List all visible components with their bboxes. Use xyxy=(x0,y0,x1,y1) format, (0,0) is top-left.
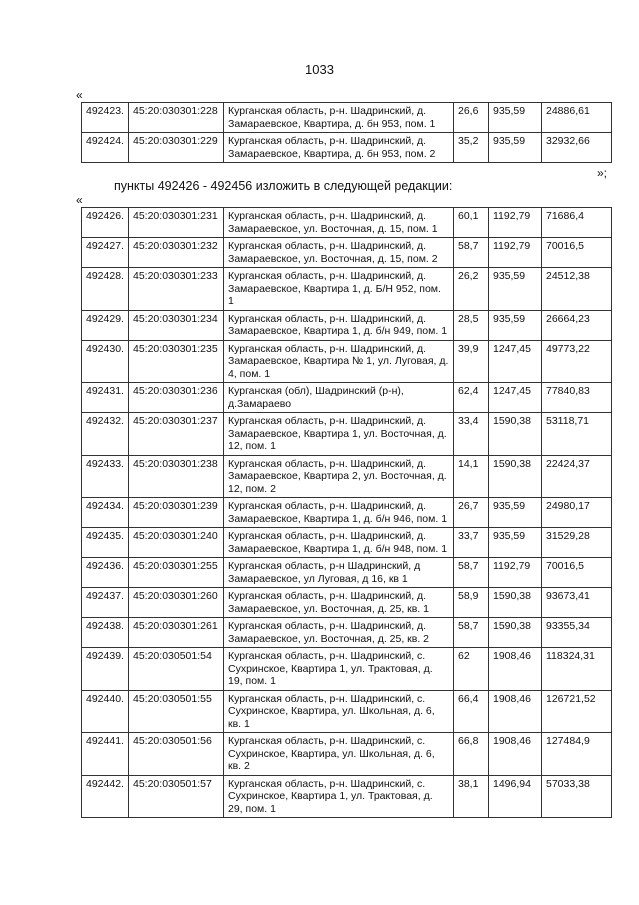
area-cell: 26,7 xyxy=(454,498,489,528)
cadastral-price-cell: 1496,94 xyxy=(489,775,542,818)
item-number-cell: 492423. xyxy=(82,103,129,133)
area-cell: 66,8 xyxy=(454,733,489,776)
item-number-cell: 492433. xyxy=(82,455,129,498)
area-cell: 28,5 xyxy=(454,310,489,340)
table-row xyxy=(82,588,612,618)
area-cell: 39,9 xyxy=(454,340,489,383)
cadastral-value-cell: 71686,4 xyxy=(542,208,612,238)
item-number-cell: 492441. xyxy=(82,733,129,776)
cadastral-number-cell: 45:20:030301:261 xyxy=(129,618,224,648)
cadastral-number-cell: 45:20:030301:231 xyxy=(129,208,224,238)
cadastral-value-cell: 22424,37 xyxy=(542,455,612,498)
cadastral-number-cell: 45:20:030301:236 xyxy=(129,383,224,413)
address-cell: Курганская область, р-н. Шадринский, д. Замараевское, ул. Восточная, д. 15, пом. 2 xyxy=(224,238,454,268)
item-number-cell: 492424. xyxy=(82,133,129,163)
cadastral-price-cell: 1590,38 xyxy=(489,413,542,456)
cadastral-number-cell: 45:20:030301:239 xyxy=(129,498,224,528)
area-cell: 60,1 xyxy=(454,208,489,238)
cadastral-number-cell: 45:20:030301:238 xyxy=(129,455,224,498)
cadastral-price-cell: 1908,46 xyxy=(489,648,542,691)
cadastral-number-cell: 45:20:030301:234 xyxy=(129,310,224,340)
cadastral-value-cell: 26664,23 xyxy=(542,310,612,340)
cadastral-number-cell: 45:20:030301:235 xyxy=(129,340,224,383)
item-number-cell: 492427. xyxy=(82,238,129,268)
address-cell: Курганская область, р-н. Шадринский, д. Замараевское, Квартира, д. бн 953, пом. 1 xyxy=(224,103,454,133)
cadastral-value-cell: 70016,5 xyxy=(542,558,612,588)
cadastral-price-cell: 1908,46 xyxy=(489,733,542,776)
cadastral-price-cell: 935,59 xyxy=(489,268,542,311)
cadastral-price-cell: 935,59 xyxy=(489,133,542,163)
cadastral-value-cell: 24886,61 xyxy=(542,103,612,133)
address-cell: Курганская область, р-н. Шадринский, с. Сухринское, Квартира 1, ул. Трактовая, д. 29, пом. 1 xyxy=(224,775,454,818)
cadastral-number-cell: 45:20:030501:57 xyxy=(129,775,224,818)
area-cell: 38,1 xyxy=(454,775,489,818)
cadastral-price-cell: 1590,38 xyxy=(489,588,542,618)
address-cell: Курганская область, р-н. Шадринский, д. Замараевское, Квартира, д. бн 953, пом. 2 xyxy=(224,133,454,163)
address-cell: Курганская область, р-н. Шадринский, с. Сухринское, Квартира, ул. Школьная, д. 6, кв. 1 xyxy=(224,690,454,733)
cadastral-number-cell: 45:20:030301:228 xyxy=(129,103,224,133)
cadastral-number-cell: 45:20:030301:233 xyxy=(129,268,224,311)
table-row xyxy=(82,133,612,163)
address-cell: Курганская область, р-н. Шадринский, д. Замараевское, ул. Восточная, д. 15, пом. 1 xyxy=(224,208,454,238)
item-number-cell: 492437. xyxy=(82,588,129,618)
cadastral-value-cell: 93673,41 xyxy=(542,588,612,618)
closing-quote: »; xyxy=(597,166,608,180)
address-cell: Курганская область, р-н. Шадринский, д. Замараевское, Квартира 1, д. б/н 948, пом. 1 xyxy=(224,528,454,558)
area-cell: 58,7 xyxy=(454,238,489,268)
address-cell: Курганская область, р-н. Шадринский, д. Замараевское, ул. Восточная, д. 25, кв. 1 xyxy=(224,588,454,618)
address-cell: Курганская область, р-н. Шадринский, с. Сухринское, Квартира 1, ул. Трактовая, д. 19, пом. 1 xyxy=(224,648,454,691)
area-cell: 58,7 xyxy=(454,558,489,588)
table-row xyxy=(82,340,612,383)
table-row xyxy=(82,383,612,413)
cadastral-number-cell: 45:20:030301:232 xyxy=(129,238,224,268)
table-row xyxy=(82,208,612,238)
table-row xyxy=(82,498,612,528)
cadastral-price-cell: 1247,45 xyxy=(489,340,542,383)
table-row xyxy=(82,455,612,498)
address-cell: Курганская область, р-н. Шадринский, д. Замараевское, Квартира 1, ул. Восточная, д. 12, пом. 1 xyxy=(224,413,454,456)
area-cell: 66,4 xyxy=(454,690,489,733)
cadastral-number-cell: 45:20:030301:237 xyxy=(129,413,224,456)
area-cell: 58,9 xyxy=(454,588,489,618)
opening-quote: « xyxy=(76,88,83,102)
cadastral-number-cell: 45:20:030501:56 xyxy=(129,733,224,776)
address-cell: Курганская область, р-н. Шадринский, д. Замараевское, Квартира 2, ул. Восточная, д. 12, пом. 2 xyxy=(224,455,454,498)
cadastral-price-cell: 1590,38 xyxy=(489,455,542,498)
cadastral-price-cell: 1590,38 xyxy=(489,618,542,648)
item-number-cell: 492439. xyxy=(82,648,129,691)
area-cell: 62 xyxy=(454,648,489,691)
cadastral-value-cell: 32932,66 xyxy=(542,133,612,163)
cadastral-number-cell: 45:20:030501:55 xyxy=(129,690,224,733)
cadastral-value-cell: 77840,83 xyxy=(542,383,612,413)
cadastral-value-cell: 24512,38 xyxy=(542,268,612,311)
cadastral-number-cell: 45:20:030301:260 xyxy=(129,588,224,618)
table-row xyxy=(82,268,612,311)
table-row xyxy=(82,238,612,268)
cadastral-value-cell: 53118,71 xyxy=(542,413,612,456)
area-cell: 26,6 xyxy=(454,103,489,133)
area-cell: 62,4 xyxy=(454,383,489,413)
table-row xyxy=(82,775,612,818)
cadastral-value-cell: 70016,5 xyxy=(542,238,612,268)
address-cell: Курганская (обл), Шадринский (р-н), д.Замараево xyxy=(224,383,454,413)
table-row xyxy=(82,413,612,456)
area-cell: 14,1 xyxy=(454,455,489,498)
property-table-amended xyxy=(81,207,612,818)
item-number-cell: 492430. xyxy=(82,340,129,383)
address-cell: Курганская область, р-н. Шадринский, д. Замараевское, Квартира 1, д. б/н 949, пом. 1 xyxy=(224,310,454,340)
table-row xyxy=(82,103,612,133)
amendment-intro: пункты 492426 - 492456 изложить в следующей редакции: xyxy=(114,179,453,193)
area-cell: 33,4 xyxy=(454,413,489,456)
cadastral-number-cell: 45:20:030301:255 xyxy=(129,558,224,588)
item-number-cell: 492429. xyxy=(82,310,129,340)
page-number: 1033 xyxy=(305,62,334,77)
item-number-cell: 492431. xyxy=(82,383,129,413)
table-row xyxy=(82,528,612,558)
address-cell: Курганская область, р-н. Шадринский, с. Сухринское, Квартира, ул. Школьная, д. 6, кв. 2 xyxy=(224,733,454,776)
table-row xyxy=(82,618,612,648)
cadastral-number-cell: 45:20:030301:240 xyxy=(129,528,224,558)
cadastral-price-cell: 935,59 xyxy=(489,310,542,340)
cadastral-value-cell: 127484,9 xyxy=(542,733,612,776)
table-row xyxy=(82,733,612,776)
address-cell: Курганская область, р-н Шадринский, д Замараевское, ул Луговая, д 16, кв 1 xyxy=(224,558,454,588)
cadastral-value-cell: 57033,38 xyxy=(542,775,612,818)
item-number-cell: 492440. xyxy=(82,690,129,733)
cadastral-value-cell: 49773,22 xyxy=(542,340,612,383)
cadastral-price-cell: 1192,79 xyxy=(489,558,542,588)
cadastral-price-cell: 1908,46 xyxy=(489,690,542,733)
item-number-cell: 492438. xyxy=(82,618,129,648)
area-cell: 33,7 xyxy=(454,528,489,558)
item-number-cell: 492428. xyxy=(82,268,129,311)
item-number-cell: 492442. xyxy=(82,775,129,818)
cadastral-price-cell: 935,59 xyxy=(489,498,542,528)
item-number-cell: 492435. xyxy=(82,528,129,558)
cadastral-price-cell: 1192,79 xyxy=(489,208,542,238)
address-cell: Курганская область, р-н. Шадринский, д. Замараевское, Квартира 1, д. Б/Н 952, пом. 1 xyxy=(224,268,454,311)
item-number-cell: 492426. xyxy=(82,208,129,238)
address-cell: Курганская область, р-н. Шадринский, д. Замараевское, ул. Восточная, д. 25, кв. 2 xyxy=(224,618,454,648)
item-number-cell: 492436. xyxy=(82,558,129,588)
cadastral-value-cell: 24980,17 xyxy=(542,498,612,528)
table-row xyxy=(82,648,612,691)
area-cell: 58,7 xyxy=(454,618,489,648)
item-number-cell: 492434. xyxy=(82,498,129,528)
item-number-cell: 492432. xyxy=(82,413,129,456)
cadastral-value-cell: 126721,52 xyxy=(542,690,612,733)
cadastral-price-cell: 1192,79 xyxy=(489,238,542,268)
cadastral-value-cell: 31529,28 xyxy=(542,528,612,558)
cadastral-number-cell: 45:20:030301:229 xyxy=(129,133,224,163)
cadastral-number-cell: 45:20:030501:54 xyxy=(129,648,224,691)
address-cell: Курганская область, р-н. Шадринский, д. Замараевское, Квартира № 1, ул. Луговая, д. 4, пом. 1 xyxy=(224,340,454,383)
cadastral-price-cell: 1247,45 xyxy=(489,383,542,413)
opening-quote-2: « xyxy=(76,193,83,207)
area-cell: 35,2 xyxy=(454,133,489,163)
cadastral-price-cell: 935,59 xyxy=(489,103,542,133)
cadastral-price-cell: 935,59 xyxy=(489,528,542,558)
cadastral-value-cell: 93355,34 xyxy=(542,618,612,648)
table-row xyxy=(82,310,612,340)
table-row xyxy=(82,558,612,588)
area-cell: 26,2 xyxy=(454,268,489,311)
table-row xyxy=(82,690,612,733)
address-cell: Курганская область, р-н. Шадринский, д. Замараевское, Квартира 1, д. б/н 946, пом. 1 xyxy=(224,498,454,528)
property-table-previous xyxy=(81,102,612,163)
cadastral-value-cell: 118324,31 xyxy=(542,648,612,691)
